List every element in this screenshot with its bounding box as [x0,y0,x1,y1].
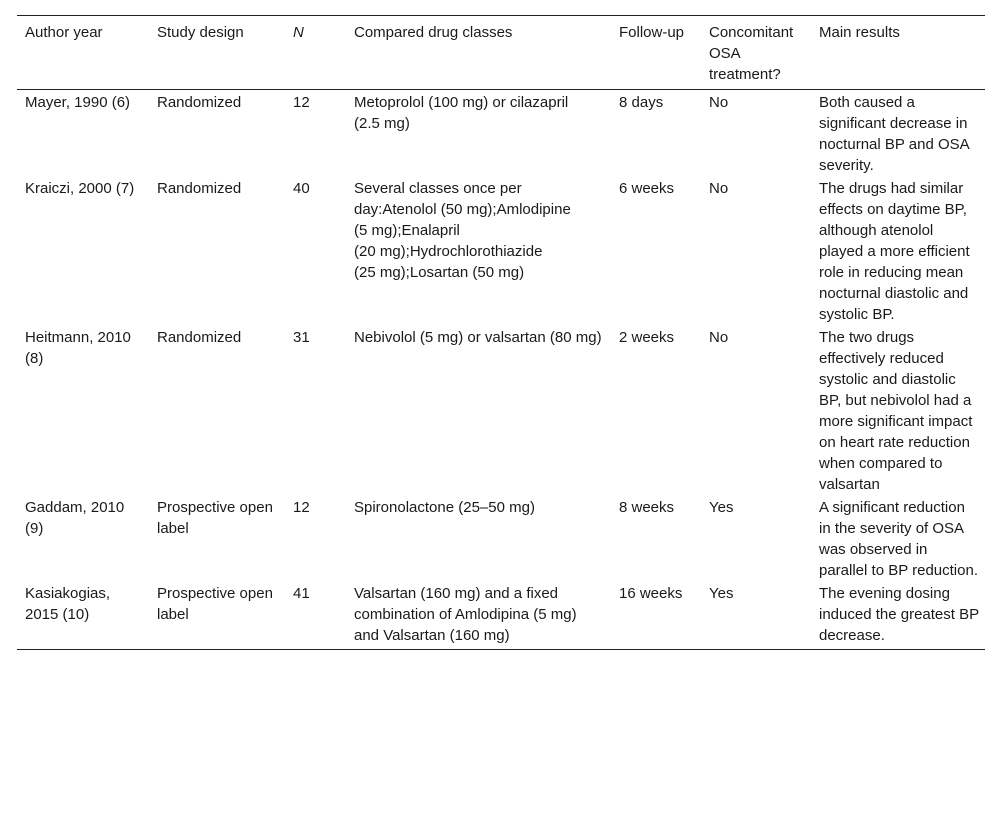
cell-drugs: Several classes once per day:Atenolol (50 mg);Amlodipine (5 mg);Enalapril (20 mg);Hydrochlorothiazide (25 mg);Losartan (50 mg) [354,180,571,281]
cell-osa: Yes [709,585,734,602]
table-body [17,90,985,650]
header-drug-classes: Compared drug classes [354,24,513,41]
table-row [17,326,985,496]
cell-results: A significant reduction in the severity of OSA was observed in parallel to BP reduction. [819,499,978,579]
cell-design: Prospective open label [157,585,273,623]
cell-followup: 8 days [619,94,664,111]
cell-results: Both caused a significant decrease in nocturnal BP and OSA severity. [819,94,969,174]
cell-n: 12 [293,94,310,111]
table-row [17,496,985,582]
table-row [17,582,985,650]
header-author-year: Author year [25,24,103,41]
cell-followup: 8 weeks [619,499,675,516]
cell-n: 40 [293,180,310,197]
header-study-design: Study design [157,24,244,41]
cell-drugs: Metoprolol (100 mg) or cilazapril (2.5 mg) [354,94,569,132]
cell-author: Mayer, 1990 (6) [25,94,131,111]
cell-n: 31 [293,329,310,346]
header-n: N [293,24,304,41]
header-main-results: Main results [819,24,900,41]
cell-followup: 2 weeks [619,329,675,346]
cell-design: Randomized [157,180,242,197]
table-row [17,177,985,326]
cell-n: 12 [293,499,310,516]
cell-drugs: Nebivolol (5 mg) or valsartan (80 mg) [354,329,602,346]
cell-followup: 16 weeks [619,585,683,602]
cell-osa: No [709,329,729,346]
study-table [17,15,985,650]
cell-osa: No [709,94,729,111]
header-follow-up: Follow-up [619,24,685,41]
cell-author: Heitmann, 2010 (8) [25,329,131,367]
cell-followup: 6 weeks [619,180,675,197]
cell-results: The evening dosing induced the greatest BP decrease. [819,585,979,644]
cell-osa: Yes [709,499,734,516]
cell-results: The two drugs effectively reduced systolic and diastolic BP, but nebivolol had a more significant impact on heart rate reduction when compared to valsartan [819,329,973,493]
cell-drugs: Valsartan (160 mg) and a fixed combination of Amlodipina (5 mg) and Valsartan (160 mg) [354,585,577,644]
cell-design: Randomized [157,94,242,111]
cell-drugs: Spironolactone (25–50 mg) [354,499,535,516]
cell-design: Prospective open label [157,499,273,537]
cell-osa: No [709,180,729,197]
table-header [17,16,985,90]
cell-results: The drugs had similar effects on daytime BP, although atenolol played a more efficient role in reducing mean nocturnal diastolic and systolic BP. [819,180,970,323]
cell-author: Kraiczi, 2000 (7) [25,180,135,197]
cell-author: Gaddam, 2010 (9) [25,499,125,537]
cell-design: Randomized [157,329,242,346]
header-row [17,16,985,90]
cell-author: Kasiakogias, 2015 (10) [25,585,111,623]
header-osa-treatment: Concomitant OSA treatment? [709,24,794,83]
table-row [17,90,985,178]
cell-n: 41 [293,585,310,602]
